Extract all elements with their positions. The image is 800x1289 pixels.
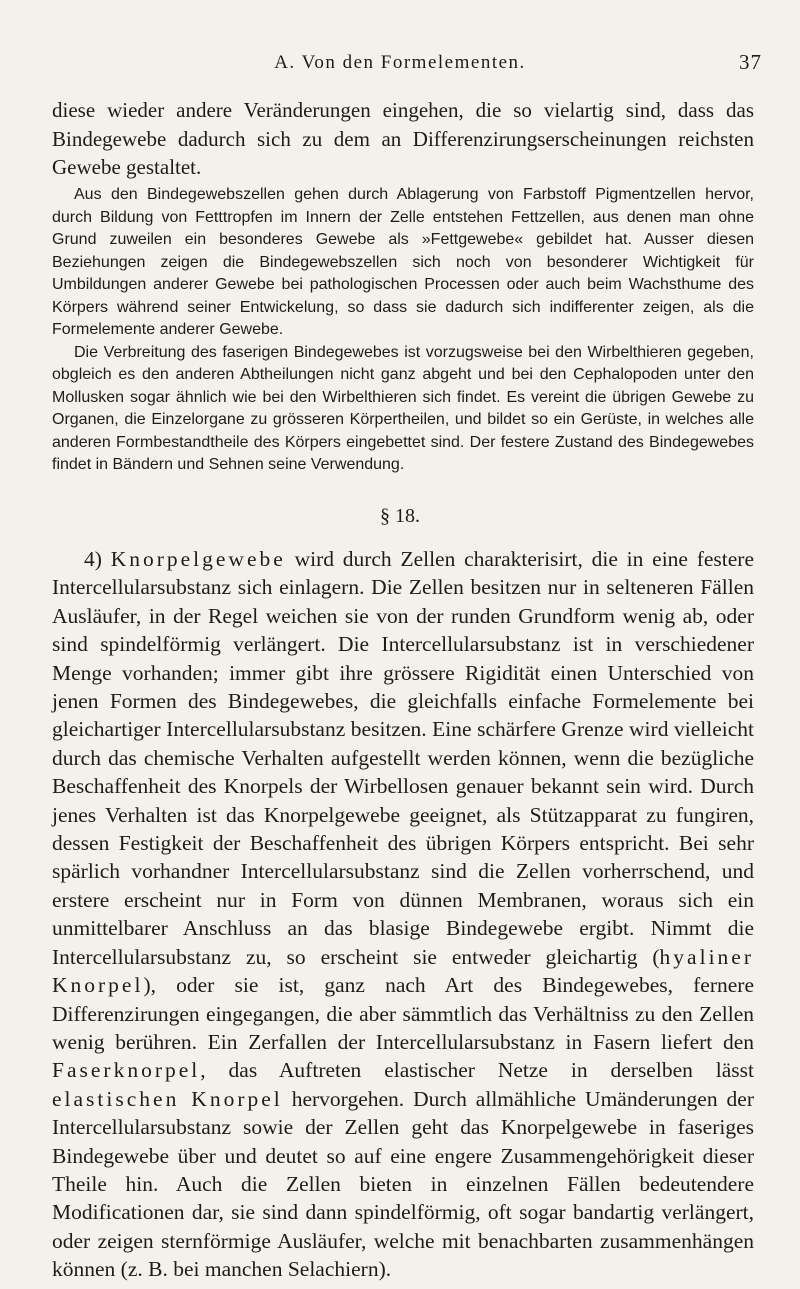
small-paragraph-distribution: Die Verbreitung des faserigen Bindegewebes ist vorzugsweise bei den Wirbelthieren gegeben, obgleich es den anderen Abtheilungen nicht ganz abgeht und bei den Cephalopoden unter den Mollusken sogar ähnlich wie bei den Wirbelthieren sich findet. Es vereint die übrigen Gewebe zu Organen, die Einzelorgane zu grösseren Körpertheilen, und bildet so ein Gerüste, in welches alle anderen Formbestandtheile des Körpers eingebettet sind. Der festere Zustand des Bindegewebes findet in Bändern und Sehnen seine Verwendung. [52,343,754,473]
cartilage-paragraph [52,545,754,1284]
paragraph-text-part-1: wird durch Zellen charakterisirt, die in eine festere Intercellularsubstanz sich einlagern. Die Zellen besitzen nur in selteneren Fällen Ausläufer, in der Regel weichen sie von der runden Grundform wenig ab, oder sind spindelförmig verlängert. Die Intercellularsubstanz ist in verschiedener Menge vorhanden; immer gibt ihre grössere Rigidität einen Unterschied von jenen Formen des Bindegewebes, die gleichfalls einfache Formelemente bei gleichartiger Intercellularsubstanz besitzen. Eine schärfere Grenze wird vielleicht durch das chemische Verhalten aufgestellt werden können, wenn die bezügliche Beschaffenheit des Knorpels der Wirbellosen genauer bekannt sein wird. Durch jenes Verhalten ist das Knorpelgewebe geeignet, als Stützapparat zu fungiren, dessen Festigkeit der Beschaffenheit des übrigen Körpers entspricht. Bei sehr spärlich vorhandner Intercellularsubstanz sind die Zellen vorherrschend, und erstere erscheint nur in Form von dünnen Membranen, woraus sich ein unmittelbarer Anschluss an das blasige Bindegewebe ergibt. Nimmt die Intercellularsubstanz zu, so erscheint sie entweder gleichartig ( [52,547,755,969]
term-knorpelgewebe: Knorpelgewebe [110,547,286,571]
small-paragraph-cell-derivatives: Aus den Bindegewebszellen gehen durch Ablagerung von Farbstoff Pigmentzellen hervor, durch Bildung von Fetttropfen im Innern der Zelle entstehen Fettzellen, aus denen man ohne Grund zuweilen ein besonderes Gewebe als »Fettgewebe« gebildet hat. Ausser diesen Beziehungen zeigen die Bindegewebszellen sich noch von besonderer Wichtigkeit für Umbildungen anderer Gewebe bei pathologischen Processen oder auch beim Wachsthume des Körpers während seiner Entwickelung, so dass sie dadurch sich indifferenter zeigen, als die Formelemente anderer Gewebe. [52,186,754,338]
continuation-paragraph: diese wieder andere Veränderungen eingehen, die so vielartig sind, dass das Bindegewebe dadurch sich zu dem an Differenzirungserscheinungen reichsten Gewebe gestaltet. [52,98,754,179]
page-header [0,52,800,82]
paragraph-text-part-3: , das Auftreten elastischer Netze in derselben lässt [200,1058,754,1083]
paragraph-text-part-2: ), oder sie ist, ganz nach Art des Bindegewebes, fernere Differenzirungen eingegangen, die aber sämmtlich das Verhältniss zu den Zellen wenig berühren. Ein Zerfallen der Intercellularsubstanz in Fasern liefert den [52,973,754,1054]
section-heading: § 18. [380,505,420,527]
paragraph-number: 4) [84,547,102,571]
running-head: A. Von den Formelementen. [274,52,526,73]
term-hyaliner-knorpel: hyaliner Knorpel [52,944,754,998]
term-elastischen-knorpel: elastischen Knorpel [52,1086,283,1111]
term-faserknorpel: Faserknorpel [52,1058,201,1083]
paragraph-text-part-4: hervorgehen. Durch allmähliche Umänderungen der Intercellularsubstanz sowie der Zellen geht das Knorpelgewebe in faseriges Bindegewebe über und deutet so auf eine engere Zusammengehörigkeit dieser Theile hin. Auch die Zellen bieten in einzelnen Fällen bedeutendere Modificationen dar, sie sind dann spindelförmig, oft sogar bandartig verlängert, oder zeigen sternförmige Ausläufer, welche mit benachbarten zusammenhängen können (z. B. bei manchen Selachiern). [52,1086,755,1282]
small-print-block [52,184,754,477]
page-number: 37 [739,50,762,74]
